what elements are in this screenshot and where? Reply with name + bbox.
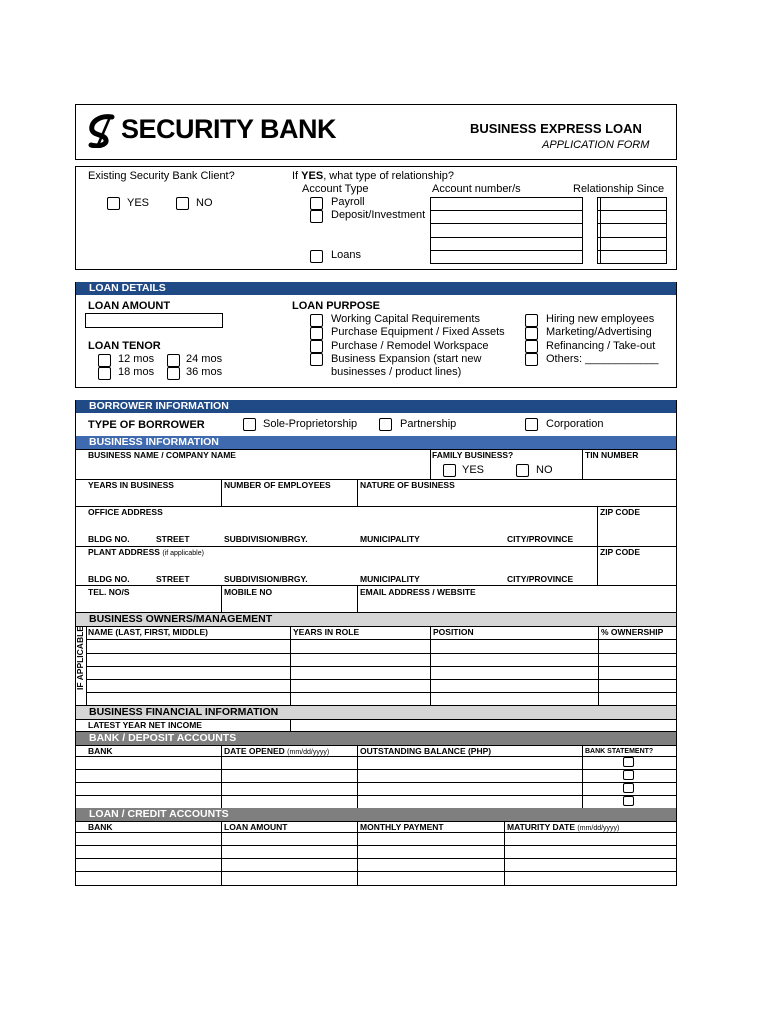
deposit-checkbox[interactable] — [310, 210, 323, 223]
deposit-date-header: DATE OPENED (mm/dd/yyyy) — [224, 746, 330, 756]
sole-proprietorship-checkbox[interactable] — [243, 418, 256, 431]
relationship-since-header: Relationship Since — [573, 183, 665, 195]
tenor-12-label: 12 mos — [118, 353, 155, 365]
purpose-working-capital-label: Working Capital Requirements — [331, 313, 480, 325]
loan-tenor-label: LOAN TENOR — [88, 340, 161, 352]
number-of-employees-label: NUMBER OF EMPLOYEES — [224, 480, 331, 490]
purpose-others-checkbox[interactable] — [525, 353, 538, 366]
family-no-label: NO — [536, 464, 553, 476]
bank-statement-checkbox-1[interactable] — [623, 757, 634, 767]
purpose-marketing-label: Marketing/Advertising — [546, 326, 652, 338]
corporation-checkbox[interactable] — [525, 418, 538, 431]
owners-side-label: IF APPLICABLE — [75, 626, 85, 690]
mobile-label: MOBILE NO — [224, 587, 273, 597]
loan-amount-label: LOAN AMOUNT — [88, 300, 171, 312]
owner-ownership-header: % OWNERSHIP — [601, 627, 664, 637]
plant-subdivision-label: SUBDIVISION/BRGY. — [224, 574, 308, 584]
bank-statement-checkbox-3[interactable] — [623, 783, 634, 793]
purpose-refinancing-label: Refinancing / Take-out — [546, 340, 656, 352]
business-name-label: BUSINESS NAME / COMPANY NAME — [88, 450, 236, 460]
loan-details-bar: LOAN DETAILS — [76, 282, 676, 295]
borrower-type-label: TYPE OF BORROWER — [88, 419, 205, 431]
deposit-label: Deposit/Investment — [331, 209, 426, 221]
brand-name: SECURITY BANK — [121, 114, 337, 144]
form-subtitle: APPLICATION FORM — [542, 139, 650, 151]
office-subdivision-label: SUBDIVISION/BRGY. — [224, 534, 308, 544]
relationship-since-grid[interactable] — [597, 197, 667, 264]
office-zip-label: ZIP CODE — [600, 507, 640, 517]
corporation-label: Corporation — [546, 418, 604, 430]
purpose-equipment-label: Purchase Equipment / Fixed Assets — [331, 326, 505, 338]
financial-info-bar: BUSINESS FINANCIAL INFORMATION — [76, 706, 676, 719]
tenor-12-checkbox[interactable] — [98, 354, 111, 367]
family-no-checkbox[interactable] — [516, 464, 529, 477]
credit-bank-header: BANK — [88, 822, 113, 832]
purpose-others-label: Others: ____________ — [546, 353, 659, 365]
credit-maturity-header: MATURITY DATE (mm/dd/yyyy) — [507, 822, 620, 832]
tenor-36-checkbox[interactable] — [167, 367, 180, 380]
loan-purpose-label: LOAN PURPOSE — [292, 300, 381, 312]
years-in-business-label: YEARS IN BUSINESS — [88, 480, 174, 490]
credit-monthly-header: MONTHLY PAYMENT — [360, 822, 444, 832]
purpose-equipment-checkbox[interactable] — [310, 327, 323, 340]
plant-municipality-label: MUNICIPALITY — [360, 574, 420, 584]
purpose-working-capital-checkbox[interactable] — [310, 314, 323, 327]
loans-checkbox[interactable] — [310, 250, 323, 263]
office-bldg-label: BLDG NO. — [88, 534, 130, 544]
owner-name-header: NAME (LAST, FIRST, MIDDLE) — [88, 627, 208, 637]
plant-address-label: PLANT ADDRESS (if applicable) — [88, 547, 204, 557]
sole-proprietorship-label: Sole-Proprietorship — [263, 418, 358, 430]
family-yes-label: YES — [462, 464, 485, 476]
plant-street-label: STREET — [156, 574, 190, 584]
account-number-grid[interactable] — [430, 197, 583, 264]
office-address-label: OFFICE ADDRESS — [88, 507, 163, 517]
purpose-expansion-label-2: businesses / product lines) — [331, 366, 462, 378]
purpose-hiring-label: Hiring new employees — [546, 313, 655, 325]
client-no-checkbox[interactable] — [176, 197, 189, 210]
tenor-18-checkbox[interactable] — [98, 367, 111, 380]
purpose-workspace-checkbox[interactable] — [310, 340, 323, 353]
loans-label: Loans — [331, 249, 361, 261]
office-street-label: STREET — [156, 534, 190, 544]
deposit-accounts-bar: BANK / DEPOSIT ACCOUNTS — [76, 732, 676, 745]
credit-amount-header: LOAN AMOUNT — [224, 822, 288, 832]
purpose-refinancing-checkbox[interactable] — [525, 340, 538, 353]
net-income-label: LATEST YEAR NET INCOME — [88, 720, 202, 730]
tenor-18-label: 18 mos — [118, 366, 155, 378]
deposit-balance-header: OUTSTANDING BALANCE (PHP) — [360, 746, 492, 756]
owner-years-header: YEARS IN ROLE — [293, 627, 360, 637]
client-no-label: NO — [196, 197, 213, 209]
deposit-bank-header: BANK — [88, 746, 113, 756]
purpose-expansion-checkbox[interactable] — [310, 353, 323, 366]
office-municipality-label: MUNICIPALITY — [360, 534, 420, 544]
account-number-header: Account number/s — [432, 183, 521, 195]
security-bank-logo-icon — [88, 114, 118, 148]
bank-statement-header: BANK STATEMENT? — [585, 748, 654, 755]
nature-of-business-label: NATURE OF BUSINESS — [360, 480, 455, 490]
purpose-marketing-checkbox[interactable] — [525, 327, 538, 340]
purpose-workspace-label: Purchase / Remodel Workspace — [331, 340, 489, 352]
purpose-expansion-label: Business Expansion (start new — [331, 353, 482, 365]
plant-zip-label: ZIP CODE — [600, 547, 640, 557]
client-yes-label: YES — [127, 197, 150, 209]
owner-position-header: POSITION — [433, 627, 474, 637]
account-type-header: Account Type — [302, 183, 369, 195]
client-yes-checkbox[interactable] — [107, 197, 120, 210]
bank-statement-checkbox-4[interactable] — [623, 796, 634, 806]
family-business-label: FAMILY BUSINESS? — [432, 450, 514, 460]
tenor-24-checkbox[interactable] — [167, 354, 180, 367]
tenor-24-label: 24 mos — [186, 353, 223, 365]
borrower-info-bar: BORROWER INFORMATION — [76, 400, 676, 413]
credit-accounts-bar: LOAN / CREDIT ACCOUNTS — [76, 808, 676, 821]
existing-client-question: Existing Security Bank Client? — [88, 170, 235, 182]
business-info-bar: BUSINESS INFORMATION — [76, 436, 676, 449]
tin-number-label: TIN NUMBER — [585, 450, 639, 460]
form-title: BUSINESS EXPRESS LOAN — [470, 121, 642, 136]
loan-amount-input[interactable] — [85, 313, 223, 328]
owners-bar: BUSINESS OWNERS/MANAGEMENT — [76, 613, 676, 626]
plant-bldg-label: BLDG NO. — [88, 574, 130, 584]
relationship-question: If YES, what type of relationship? — [292, 170, 455, 182]
family-yes-checkbox[interactable] — [443, 464, 456, 477]
partnership-label: Partnership — [400, 418, 457, 430]
bank-statement-checkbox-2[interactable] — [623, 770, 634, 780]
partnership-checkbox[interactable] — [379, 418, 392, 431]
payroll-label: Payroll — [331, 196, 365, 208]
tenor-36-label: 36 mos — [186, 366, 223, 378]
email-label: EMAIL ADDRESS / WEBSITE — [360, 587, 476, 597]
plant-city-label: CITY/PROVINCE — [507, 574, 574, 584]
purpose-hiring-checkbox[interactable] — [525, 314, 538, 327]
payroll-checkbox[interactable] — [310, 197, 323, 210]
tel-label: TEL. NO/S — [88, 587, 130, 597]
office-city-label: CITY/PROVINCE — [507, 534, 574, 544]
